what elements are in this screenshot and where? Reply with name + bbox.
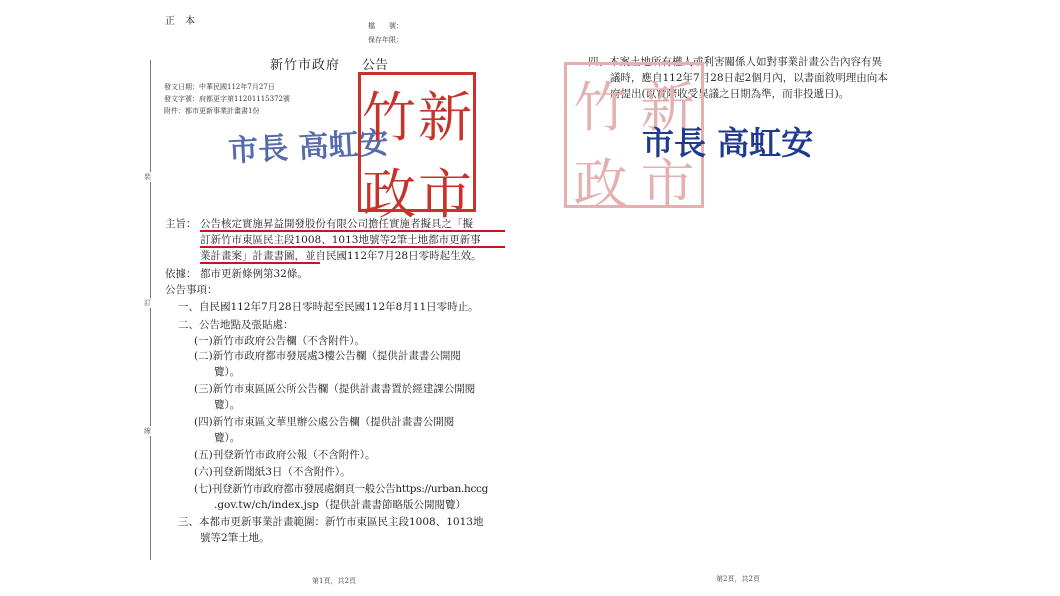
- red-underline: [200, 246, 505, 248]
- attachment-note: 附件：都市更新事業計畫書1份: [164, 107, 260, 115]
- announcement-item: 四、本案土地所有權人或利害關係人如對事業計畫公告內容有異: [588, 56, 882, 68]
- posting-location: (四)新竹市東區文華里辦公處公告欄（提供計畫書公開閱: [194, 416, 455, 428]
- doc-type: 公告: [362, 58, 389, 73]
- page-footer: 第1頁，共2頁: [312, 577, 356, 585]
- official-seal: [358, 72, 476, 226]
- posting-location: (五)刊登新竹市政府公報（不含附件）。: [194, 449, 376, 461]
- posting-location: 覽）。: [214, 366, 241, 378]
- announcement-item: 二、公告地點及張貼處：: [178, 319, 294, 331]
- posting-location: (六)刊登新聞紙3日（不含附件）。: [194, 466, 351, 478]
- seal-char: 新: [418, 86, 472, 149]
- seal-char: 政: [573, 153, 628, 216]
- basis-text: 都市更新條例第32條。: [200, 268, 308, 280]
- margin-mark: 線: [144, 427, 151, 435]
- retention-label: 保存年限：: [368, 36, 403, 44]
- seal-char: 竹: [573, 76, 628, 139]
- document-page-2: [530, 0, 1060, 596]
- seal-char: 市: [418, 163, 472, 226]
- mayor-signature: 市長 高虹安: [642, 124, 814, 162]
- subject-label: 主旨：: [165, 218, 197, 230]
- margin-mark: 裝: [144, 173, 151, 181]
- red-underline: [200, 262, 320, 264]
- posting-location: (二)新竹市政府都市發展處3樓公告欄（提供計畫書公開閱: [194, 350, 461, 362]
- subject-line: 公告核定實施昇益開發股份有限公司擔任實施者擬具之「擬: [200, 218, 473, 230]
- posting-location: 覽）。: [214, 432, 241, 444]
- posting-location: .gov.tw/ch/index.jsp（提供計畫書節略版公開閱覽）: [214, 499, 467, 511]
- posting-location: (三)新竹市東區區公所公告欄（提供計畫書置於經建課公開閱: [194, 383, 476, 395]
- announcement-item: 議時，應自112年7月28日起2個月內，以書面敘明理由向本: [610, 72, 888, 84]
- subject-line: 訂新竹市東區民主段1008、1013地號等2筆土地都市更新事: [200, 234, 481, 246]
- posting-location: (一)新竹市政府公告欄（不含附件）。: [194, 335, 365, 347]
- seal-char: 竹: [362, 86, 416, 149]
- copy-mark: 正 本: [165, 16, 195, 27]
- mayor-signature: 市長 高虹安: [227, 125, 390, 170]
- subject-line: 業計畫案」計畫書圖，並自民國112年7月28日零時起生效。: [200, 250, 482, 262]
- announcement-item: 號等2筆土地。: [200, 532, 270, 544]
- page-footer: 第2頁，共2頁: [716, 575, 760, 583]
- issue-date: 發文日期：中華民國112年7月27日: [164, 83, 275, 91]
- seal-char: 市: [640, 153, 695, 216]
- file-number-label: 檔 號：: [368, 22, 403, 30]
- document-number: 發文字號：府都更字第11201115372號: [164, 95, 290, 103]
- seal-char: 政: [362, 163, 416, 226]
- seal-char: 新: [640, 76, 695, 139]
- posting-location: 覽）。: [214, 399, 241, 411]
- announcement-item: 一、自民國112年7月28日零時起至民國112年8月11日零時止。: [178, 301, 479, 313]
- posting-location: (七)刊登新竹市政府都市發展處網頁一般公告https://urban.hccg: [194, 483, 489, 495]
- announcement-items-label: 公告事項：: [165, 284, 218, 296]
- basis-label: 依據：: [165, 268, 197, 280]
- red-underline: [200, 230, 505, 232]
- margin-mark: 訂: [144, 299, 151, 307]
- announcement-item: 三、本都市更新事業計畫範圍：新竹市東區民主段1008、1013地: [178, 516, 484, 528]
- announcement-item: 府提出(以實際收受異議之日期為準，而非投遞日)。: [610, 88, 850, 100]
- agency-name: 新竹市政府: [270, 58, 341, 73]
- binding-margin-line: [150, 60, 151, 560]
